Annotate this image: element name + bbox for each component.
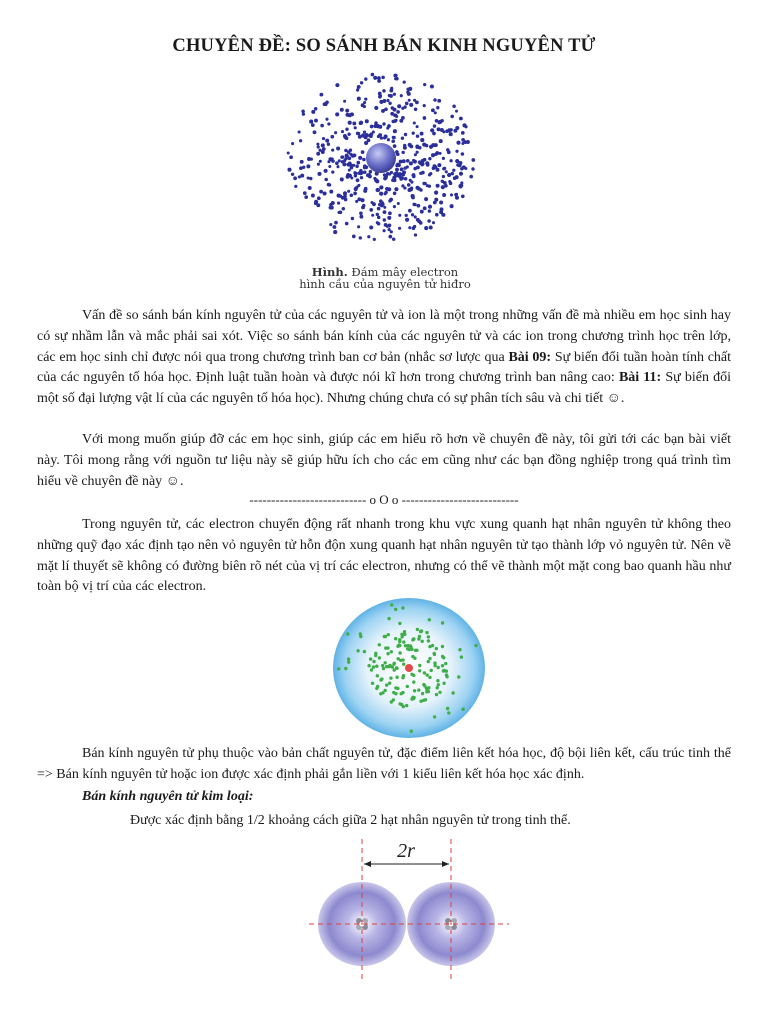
section-heading-metal-radius: Bán kính nguyên tử kim loại: — [82, 789, 254, 804]
paragraph-purpose: Với mong muốn giúp đỡ các em học sinh, giúp các em hiểu rõ hơn về chuyên đề này, tôi gửi tới các bạn bài viết này. Tôi mong rằng với nguồn tư liệu này sẽ giúp hữu ích cho các em cũng như các bạn đồng nghiệp trong quá trình tìm hiểu về chuyên đề này ☺. — [37, 432, 731, 489]
atom-shell-figure — [330, 597, 488, 740]
arrow-head-left-icon — [364, 861, 371, 867]
paragraph-intro — [37, 306, 731, 410]
intro-lesson-09: Bài 09: — [508, 349, 552, 365]
figure-caption — [280, 266, 490, 290]
section-separator: --------------------------- o O o --------------------------- — [249, 492, 519, 507]
metal-radius-figure — [305, 835, 515, 985]
paragraph-metal-radius-definition: Được xác định bằng 1/2 khoảng cách giữa 2 hạt nhân nguyên tử trong tinh thể. — [130, 813, 571, 828]
intro-text-d: Sự biến đổi một số đại lượng vật lí của các nguyên tố hóa học). Nhưng chúng chưa có sự phân tích sâu và chi tiết ☺. — [37, 370, 731, 407]
paragraph-radius-dependence: Bán kính nguyên tử phụ thuộc vào bản chất nguyên tử, đặc điểm liên kết hóa học, độ bội liên kết, cấu trúc tinh thể => Bán kính nguyên tử hoặc ion được xác định phải gắn liền với 1 kiểu liên kết hóa học xác định. — [37, 746, 731, 782]
arrow-head-right-icon — [442, 861, 449, 867]
distance-label: 2r — [397, 840, 415, 862]
page-title: CHUYÊN ĐỀ: SO SÁNH BÁN KINH NGUYÊN TỬ — [172, 36, 596, 56]
caption-line-2: hình cầu của nguyên tử hiđro — [299, 277, 471, 291]
intro-text-a: Vấn đề so sánh bán kính nguyên tử của các nguyên tử và ion là một trong những vấn đề mà nhiều em học sinh hay có sự nhầm lẫn và mắc phải sai xót. Việc so sánh bán kính của các nguyên tử và các ion trong chương trình học trên lớp, các em học sinh chỉ được nói qua trong chương trình ban cơ bản (nhắc sơ lược qua — [37, 308, 731, 365]
intro-lesson-11: Bài 11: — [618, 370, 662, 386]
hydrogen-nucleus — [366, 143, 396, 173]
caption-label: Hình. — [311, 265, 348, 279]
caption-text: Đám mây electron — [347, 265, 459, 279]
atom-nucleus — [405, 664, 413, 672]
electron-cloud-figure — [285, 72, 485, 252]
paragraph-electron-motion: Trong nguyên tử, các electron chuyển động rất nhanh trong khu vực xung quanh hạt nhân nguyên tử không theo những quỹ đạo xác định tạo nên vỏ nguyên tử hỗn độn xung quanh hạt nhân nguyên tử tạo thành lớp vỏ nguyên tử. Nên về mặt lí thuyết sẽ không có đường biên rõ nét của vị trí các electron, nhưng có thể vẽ thành một mặt cong bao quanh hầu như toàn bộ vị trí của các electron. — [37, 517, 731, 595]
intro-text-c: Sự biến đổi tuần hoàn tính chất của các nguyên tố hóa học. Định luật tuần hoàn và được nói kĩ hơn trong chương trình ban nâng cao: — [37, 349, 732, 386]
